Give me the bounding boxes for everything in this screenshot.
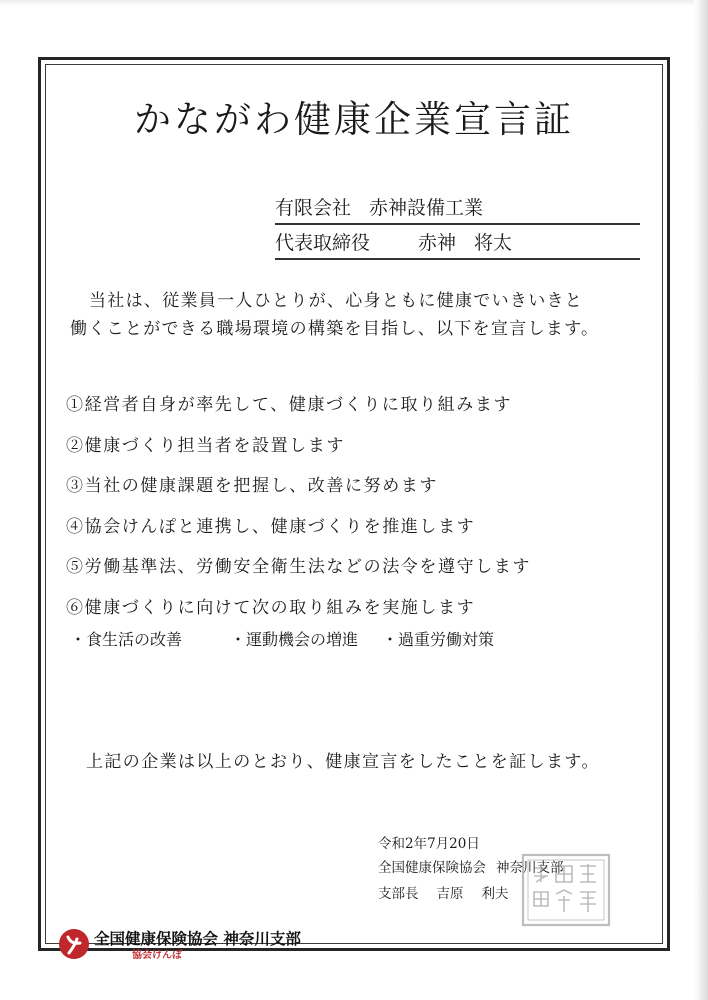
scan-top-edge <box>0 0 708 6</box>
representative-title: 代表取締役 <box>275 232 371 254</box>
declaration-item-1: ①経営者自身が率先して、健康づくりに取り組みます <box>66 395 513 415</box>
issuer-branch: 神奈川支部 <box>496 860 564 876</box>
declaration-item-4: ④協会けんぽと連携し、健康づくりを推進します <box>66 516 476 537</box>
signatory-last-name: 吉原 <box>436 886 464 902</box>
company-name-line <box>275 193 640 225</box>
intro-line-1: 当社は、従業員一人ひとりが、心身ともに健康でいきいきと <box>89 291 584 311</box>
official-seal-stamp <box>520 852 612 928</box>
issuer-org-name: 全国健康保険協会 <box>378 860 486 876</box>
initiative-list <box>70 626 494 654</box>
certificate-title: かながわ健康企業宣言証 <box>134 98 574 141</box>
footer-organization-name: 全国健康保険協会 神奈川支部 <box>94 930 301 948</box>
issue-date: 令和2年7月20日 <box>378 836 480 852</box>
signatory-role: 支部長 <box>378 886 419 902</box>
intro-line-2: 働くことができる職場環境の構築を目指し、以下を宣言します。 <box>70 319 600 339</box>
scan-right-edge <box>694 0 708 1000</box>
declaration-list <box>66 385 626 628</box>
signatory-first-name: 利夫 <box>481 886 509 902</box>
declaration-intro <box>70 287 650 343</box>
representative-line <box>275 228 640 260</box>
initiative-diet: ・食生活の改善 <box>70 630 183 649</box>
initiative-exercise: ・運動機会の増進 <box>230 630 359 649</box>
company-type: 有限会社 <box>275 197 352 219</box>
certification-statement: 上記の企業は以上のとおり、健康宣言をしたことを証します。 <box>86 752 600 772</box>
initiative-overwork: ・過重労働対策 <box>382 630 495 649</box>
declaration-item-2: ②健康づくり担当者を設置します <box>66 435 345 456</box>
footer-brand-name: 協会けんぽ <box>132 950 182 961</box>
representative-last-name: 赤神 <box>418 232 457 254</box>
kyokai-kenpo-logo-icon <box>58 928 90 960</box>
company-name: 赤神設備工業 <box>369 197 484 219</box>
declaration-item-3: ③当社の健康課題を把握し、改善に努めます <box>66 476 438 496</box>
declaration-item-5: ⑤労働基準法、労働安全衛生法などの法令を遵守します <box>66 557 531 577</box>
declaration-item-6: ⑥健康づくりに向けて次の取り組みを実施します <box>66 597 476 618</box>
representative-first-name: 将太 <box>474 232 513 254</box>
issuer-signatory <box>378 883 509 905</box>
